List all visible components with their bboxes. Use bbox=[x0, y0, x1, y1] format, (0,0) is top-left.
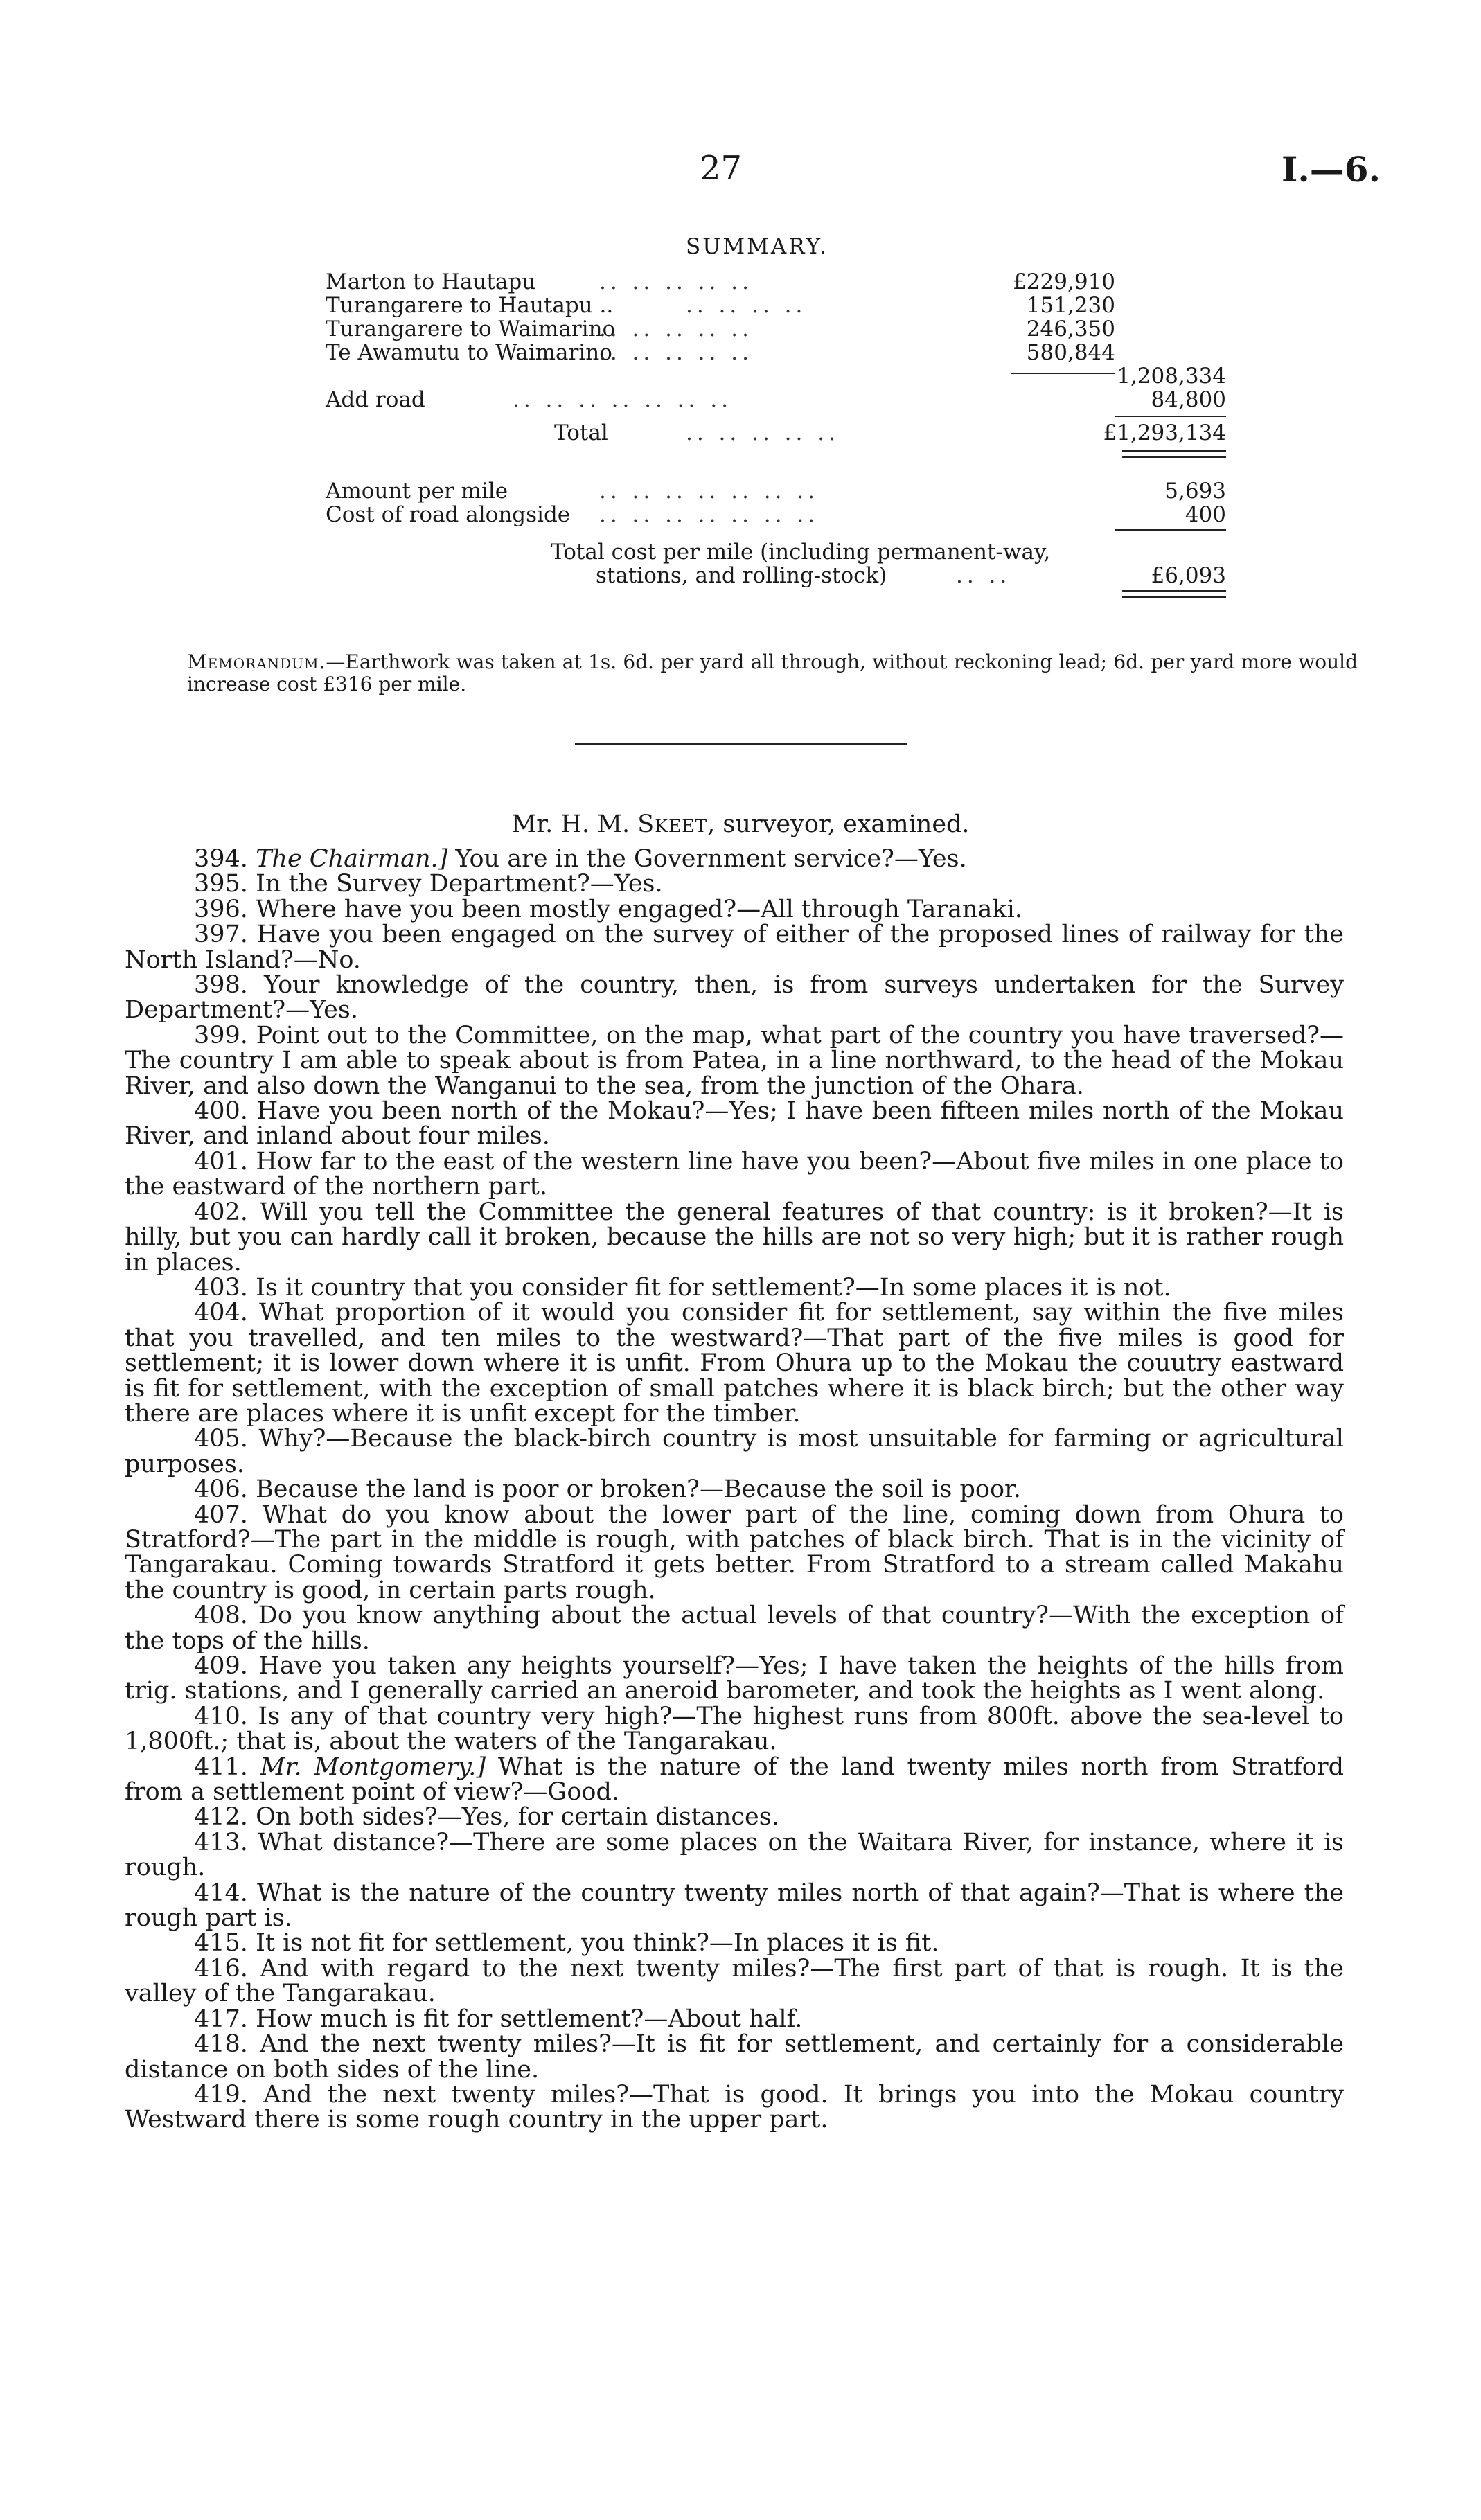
amount-per-mile-value: 5,693 bbox=[1164, 479, 1226, 504]
cost-road-row bbox=[326, 503, 1226, 526]
question-text: You are in the Government service?—Yes. bbox=[447, 845, 967, 873]
summary-row-value: 151,230 bbox=[1026, 293, 1115, 318]
question-text: Why?—Because the black-birch country is most unsuitable for farming or agricultural purposes. bbox=[125, 1425, 1344, 1478]
summary-row-value: 580,844 bbox=[1026, 340, 1115, 365]
question-number: 395. bbox=[194, 870, 248, 898]
cost-rule bbox=[1115, 529, 1226, 531]
question-416 bbox=[125, 1956, 1344, 2007]
total-double-rule bbox=[1122, 450, 1226, 452]
add-road-label: Add road bbox=[326, 387, 425, 412]
spacer bbox=[326, 445, 1226, 479]
question-number: 401. bbox=[194, 1147, 248, 1175]
summary-row-value: 246,350 bbox=[1026, 317, 1115, 341]
question-number: 417. bbox=[194, 2005, 248, 2033]
question-text: And the next twenty miles?—It is fit for settlement, and certainly for a considerable distance on both sides of the line. bbox=[125, 2030, 1344, 2084]
leader-dots: .. .. .. .. .. bbox=[599, 269, 753, 294]
page-number: 27 bbox=[700, 149, 743, 188]
summary-subtotal-row bbox=[326, 364, 1226, 388]
total-cost-label-line1: Total cost per mile (including permanent-way, bbox=[551, 540, 1051, 565]
total-cost-double-rule bbox=[1122, 590, 1226, 592]
question-number: 394. bbox=[194, 845, 248, 873]
summary-title: SUMMARY. bbox=[686, 234, 828, 259]
question-number: 412. bbox=[194, 1803, 248, 1831]
question-number: 396. bbox=[194, 895, 248, 923]
add-road-value: 84,800 bbox=[1151, 387, 1226, 412]
witness-prefix: Mr. H. M. bbox=[511, 810, 630, 838]
question-number: 407. bbox=[194, 1500, 248, 1529]
question-403 bbox=[125, 1275, 1344, 1300]
question-number: 399. bbox=[194, 1021, 248, 1049]
subtotal-value: 1,208,334 bbox=[1117, 364, 1226, 389]
speaker: Mr. Montgomery.] bbox=[260, 1753, 486, 1781]
question-411 bbox=[125, 1755, 1344, 1805]
question-414 bbox=[125, 1881, 1344, 1931]
question-413 bbox=[125, 1830, 1344, 1881]
question-text: What distance?—There are some places on the Waitara River, for instance, where it is rough. bbox=[125, 1828, 1344, 1882]
question-number: 416. bbox=[194, 1954, 248, 1982]
leader-dots: .. .. .. .. .. bbox=[686, 420, 840, 445]
question-407 bbox=[125, 1502, 1344, 1604]
question-text: Because the land is poor or broken?—Because the soil is poor. bbox=[256, 1475, 1022, 1504]
question-text: What is the nature of the land twenty miles north from Stratford from a settlement point of view?—Good. bbox=[125, 1753, 1344, 1807]
total-value: £1,293,134 bbox=[1103, 420, 1226, 445]
question-number: 410. bbox=[194, 1702, 248, 1730]
spacer bbox=[326, 587, 1226, 601]
question-number: 411. bbox=[194, 1753, 248, 1781]
question-text: Your knowledge of the country, then, is from surveys undertaken for the Survey Department?—Yes. bbox=[125, 971, 1344, 1024]
summary-row-label: Marton to Hautapu bbox=[326, 269, 536, 294]
leader-dots: .. .. bbox=[956, 563, 1011, 588]
witness-name: Skeet bbox=[637, 810, 708, 838]
question-text: On both sides?—Yes, for certain distances. bbox=[256, 1803, 779, 1831]
question-415 bbox=[125, 1929, 1344, 1958]
summary-table bbox=[326, 270, 1226, 601]
question-401 bbox=[125, 1149, 1344, 1200]
summary-row-label: Turangarere to Waimarino bbox=[326, 317, 616, 341]
cost-road-label: Cost of road alongside bbox=[326, 502, 571, 527]
question-text: Is any of that country very high?—The highest runs from 800ft. above the sea-level to 1,800ft.; that is, about the waters of the Tangarakau. bbox=[125, 1702, 1344, 1756]
question-text: In the Survey Department?—Yes. bbox=[256, 870, 663, 898]
summary-row-label: Te Awamutu to Waimarino bbox=[326, 340, 612, 365]
question-text: Will you tell the Committee the general features of that country: is it broken?—It is hilly, but you can hardly call it broken, because the hills are not so very high; but it is rather rough in places. bbox=[125, 1198, 1344, 1277]
amount-per-mile-label: Amount per mile bbox=[326, 479, 508, 504]
leader-dots: .. .. .. .. .. bbox=[599, 340, 753, 365]
question-number: 415. bbox=[194, 1929, 248, 1958]
question-text: What is the nature of the country twenty miles north of that again?—That is where the rough part is. bbox=[125, 1879, 1344, 1933]
question-408 bbox=[125, 1603, 1344, 1653]
section-divider bbox=[575, 743, 907, 745]
memorandum-text: —Earthwork was taken at 1s. 6d. per yard all through, without reckoning lead; 6d. per yard more would increase cost £316 per mile. bbox=[187, 650, 1358, 695]
question-417 bbox=[125, 2007, 1344, 2032]
spacer bbox=[326, 526, 1226, 540]
question-text: And the next twenty miles?—That is good. It brings you into the Mokau country Westward there is some rough country in the upper part. bbox=[125, 2080, 1344, 2134]
total-cost-row bbox=[326, 540, 1226, 564]
question-number: 398. bbox=[194, 971, 248, 1000]
question-text: Have you been engaged on the survey of either of the proposed lines of railway for the North Island?—No. bbox=[125, 921, 1344, 974]
question-402 bbox=[125, 1200, 1344, 1275]
question-text: It is not fit for settlement, you think?—In places it is fit. bbox=[256, 1929, 939, 1958]
question-number: 406. bbox=[194, 1475, 248, 1504]
witness-heading bbox=[0, 810, 1481, 838]
question-410 bbox=[125, 1704, 1344, 1755]
question-text: What proportion of it would you consider fit for settlement, say within the five miles that you travelled, and ten miles to the westward?—That part of the five miles is good for settlement; it is lower down where it is unfit. From Ohura up to the Mokau the couutry eastward is fit for settlement, with the exception of small patches where it is black birch; but the other way there are places where it is unfit except for the timber. bbox=[125, 1299, 1344, 1428]
total-cost-label-line2: stations, and rolling-stock) bbox=[596, 563, 887, 588]
question-number: 405. bbox=[194, 1425, 248, 1453]
question-396 bbox=[125, 897, 1344, 922]
question-number: 403. bbox=[194, 1273, 248, 1302]
spacer bbox=[326, 411, 1226, 421]
question-text: And with regard to the next twenty miles?—The first part of that is rough. It is the valley of the Tangarakau. bbox=[125, 1954, 1344, 2008]
leader-dots: .. .. .. .. .. .. .. bbox=[513, 387, 733, 412]
total-cost-row bbox=[326, 564, 1226, 587]
question-text: Where have you been mostly engaged?—All through Taranaki. bbox=[256, 895, 1022, 923]
leader-dots: .. .. .. .. .. .. .. bbox=[599, 502, 819, 527]
question-400 bbox=[125, 1099, 1344, 1149]
leader-dots: .. .. .. .. .. .. .. bbox=[599, 479, 819, 504]
summary-row-value: £229,910 bbox=[1013, 269, 1115, 294]
question-395 bbox=[125, 871, 1344, 896]
document-reference: I.—6. bbox=[1282, 149, 1381, 190]
question-text: What do you know about the lower part of the line, coming down from Ohura to Stratford?—The part in the middle is rough, with patches of black birch. That is in the vicinity of Tangarakau. Coming towards Stratford it gets better. From Stratford to a stream called Makahu the country is good, in certain parts rough. bbox=[125, 1500, 1344, 1604]
question-number: 400. bbox=[194, 1097, 248, 1126]
question-398 bbox=[125, 973, 1344, 1023]
question-number: 419. bbox=[194, 2080, 248, 2109]
witness-suffix: , surveyor, examined. bbox=[707, 810, 970, 838]
total-rule bbox=[1115, 416, 1226, 417]
memorandum-lead: Memorandum. bbox=[187, 650, 326, 673]
question-399 bbox=[125, 1023, 1344, 1099]
question-number: 397. bbox=[194, 921, 248, 949]
question-text: Point out to the Committee, on the map, what part of the country you have traversed?—The country I am able to speak about is from Patea, in a line northward, to the head of the Mokau River, and also down the Wanganui to the sea, from the junction of the Ohara. bbox=[125, 1021, 1344, 1100]
question-406 bbox=[125, 1477, 1344, 1502]
summary-row bbox=[326, 270, 1226, 294]
question-418 bbox=[125, 2032, 1344, 2082]
testimony bbox=[125, 846, 1344, 2133]
question-number: 408. bbox=[194, 1601, 248, 1630]
amount-per-mile-row bbox=[326, 479, 1226, 503]
question-text: Is it country that you consider fit for settlement?—In some places it is not. bbox=[256, 1273, 1171, 1302]
question-text: How much is fit for settlement?—About half. bbox=[256, 2005, 803, 2033]
question-number: 418. bbox=[194, 2030, 248, 2059]
summary-row-label: Turangarere to Hautapu .. bbox=[326, 293, 614, 318]
question-text: How far to the east of the western line have you been?—About five miles in one place to the eastward of the northern part. bbox=[125, 1147, 1344, 1201]
add-road-row bbox=[326, 388, 1226, 411]
total-row bbox=[326, 421, 1226, 445]
question-text: Do you know anything about the actual levels of that country?—With the exception of the tops of the hills. bbox=[125, 1601, 1344, 1655]
question-394 bbox=[125, 846, 1344, 871]
subtotal-rule bbox=[1011, 373, 1115, 374]
question-404 bbox=[125, 1300, 1344, 1426]
question-number: 402. bbox=[194, 1198, 248, 1226]
question-text: Have you been north of the Mokau?—Yes; I have been fifteen miles north of the Mokau River, and inland about four miles. bbox=[125, 1097, 1344, 1151]
question-number: 409. bbox=[194, 1652, 248, 1680]
leader-dots: .. .. .. .. .. bbox=[599, 317, 753, 341]
question-405 bbox=[125, 1426, 1344, 1477]
question-text: Have you taken any heights yourself?—Yes; I have taken the heights of the hills from trig. stations, and I generally carried an aneroid barometer, and took the heights as I went along. bbox=[125, 1652, 1344, 1705]
question-412 bbox=[125, 1804, 1344, 1829]
question-419 bbox=[125, 2082, 1344, 2133]
summary-row bbox=[326, 341, 1226, 364]
question-409 bbox=[125, 1653, 1344, 1704]
question-number: 404. bbox=[194, 1299, 248, 1327]
total-label: Total bbox=[554, 420, 608, 445]
question-number: 414. bbox=[194, 1879, 248, 1907]
summary-row bbox=[326, 294, 1226, 317]
total-cost-value: £6,093 bbox=[1151, 563, 1226, 588]
summary-row bbox=[326, 317, 1226, 341]
speaker: The Chairman.] bbox=[256, 845, 448, 873]
memorandum bbox=[187, 651, 1358, 695]
cost-road-value: 400 bbox=[1185, 502, 1226, 527]
leader-dots: .. .. .. .. bbox=[686, 293, 807, 318]
question-number: 413. bbox=[194, 1828, 248, 1856]
question-397 bbox=[125, 922, 1344, 973]
